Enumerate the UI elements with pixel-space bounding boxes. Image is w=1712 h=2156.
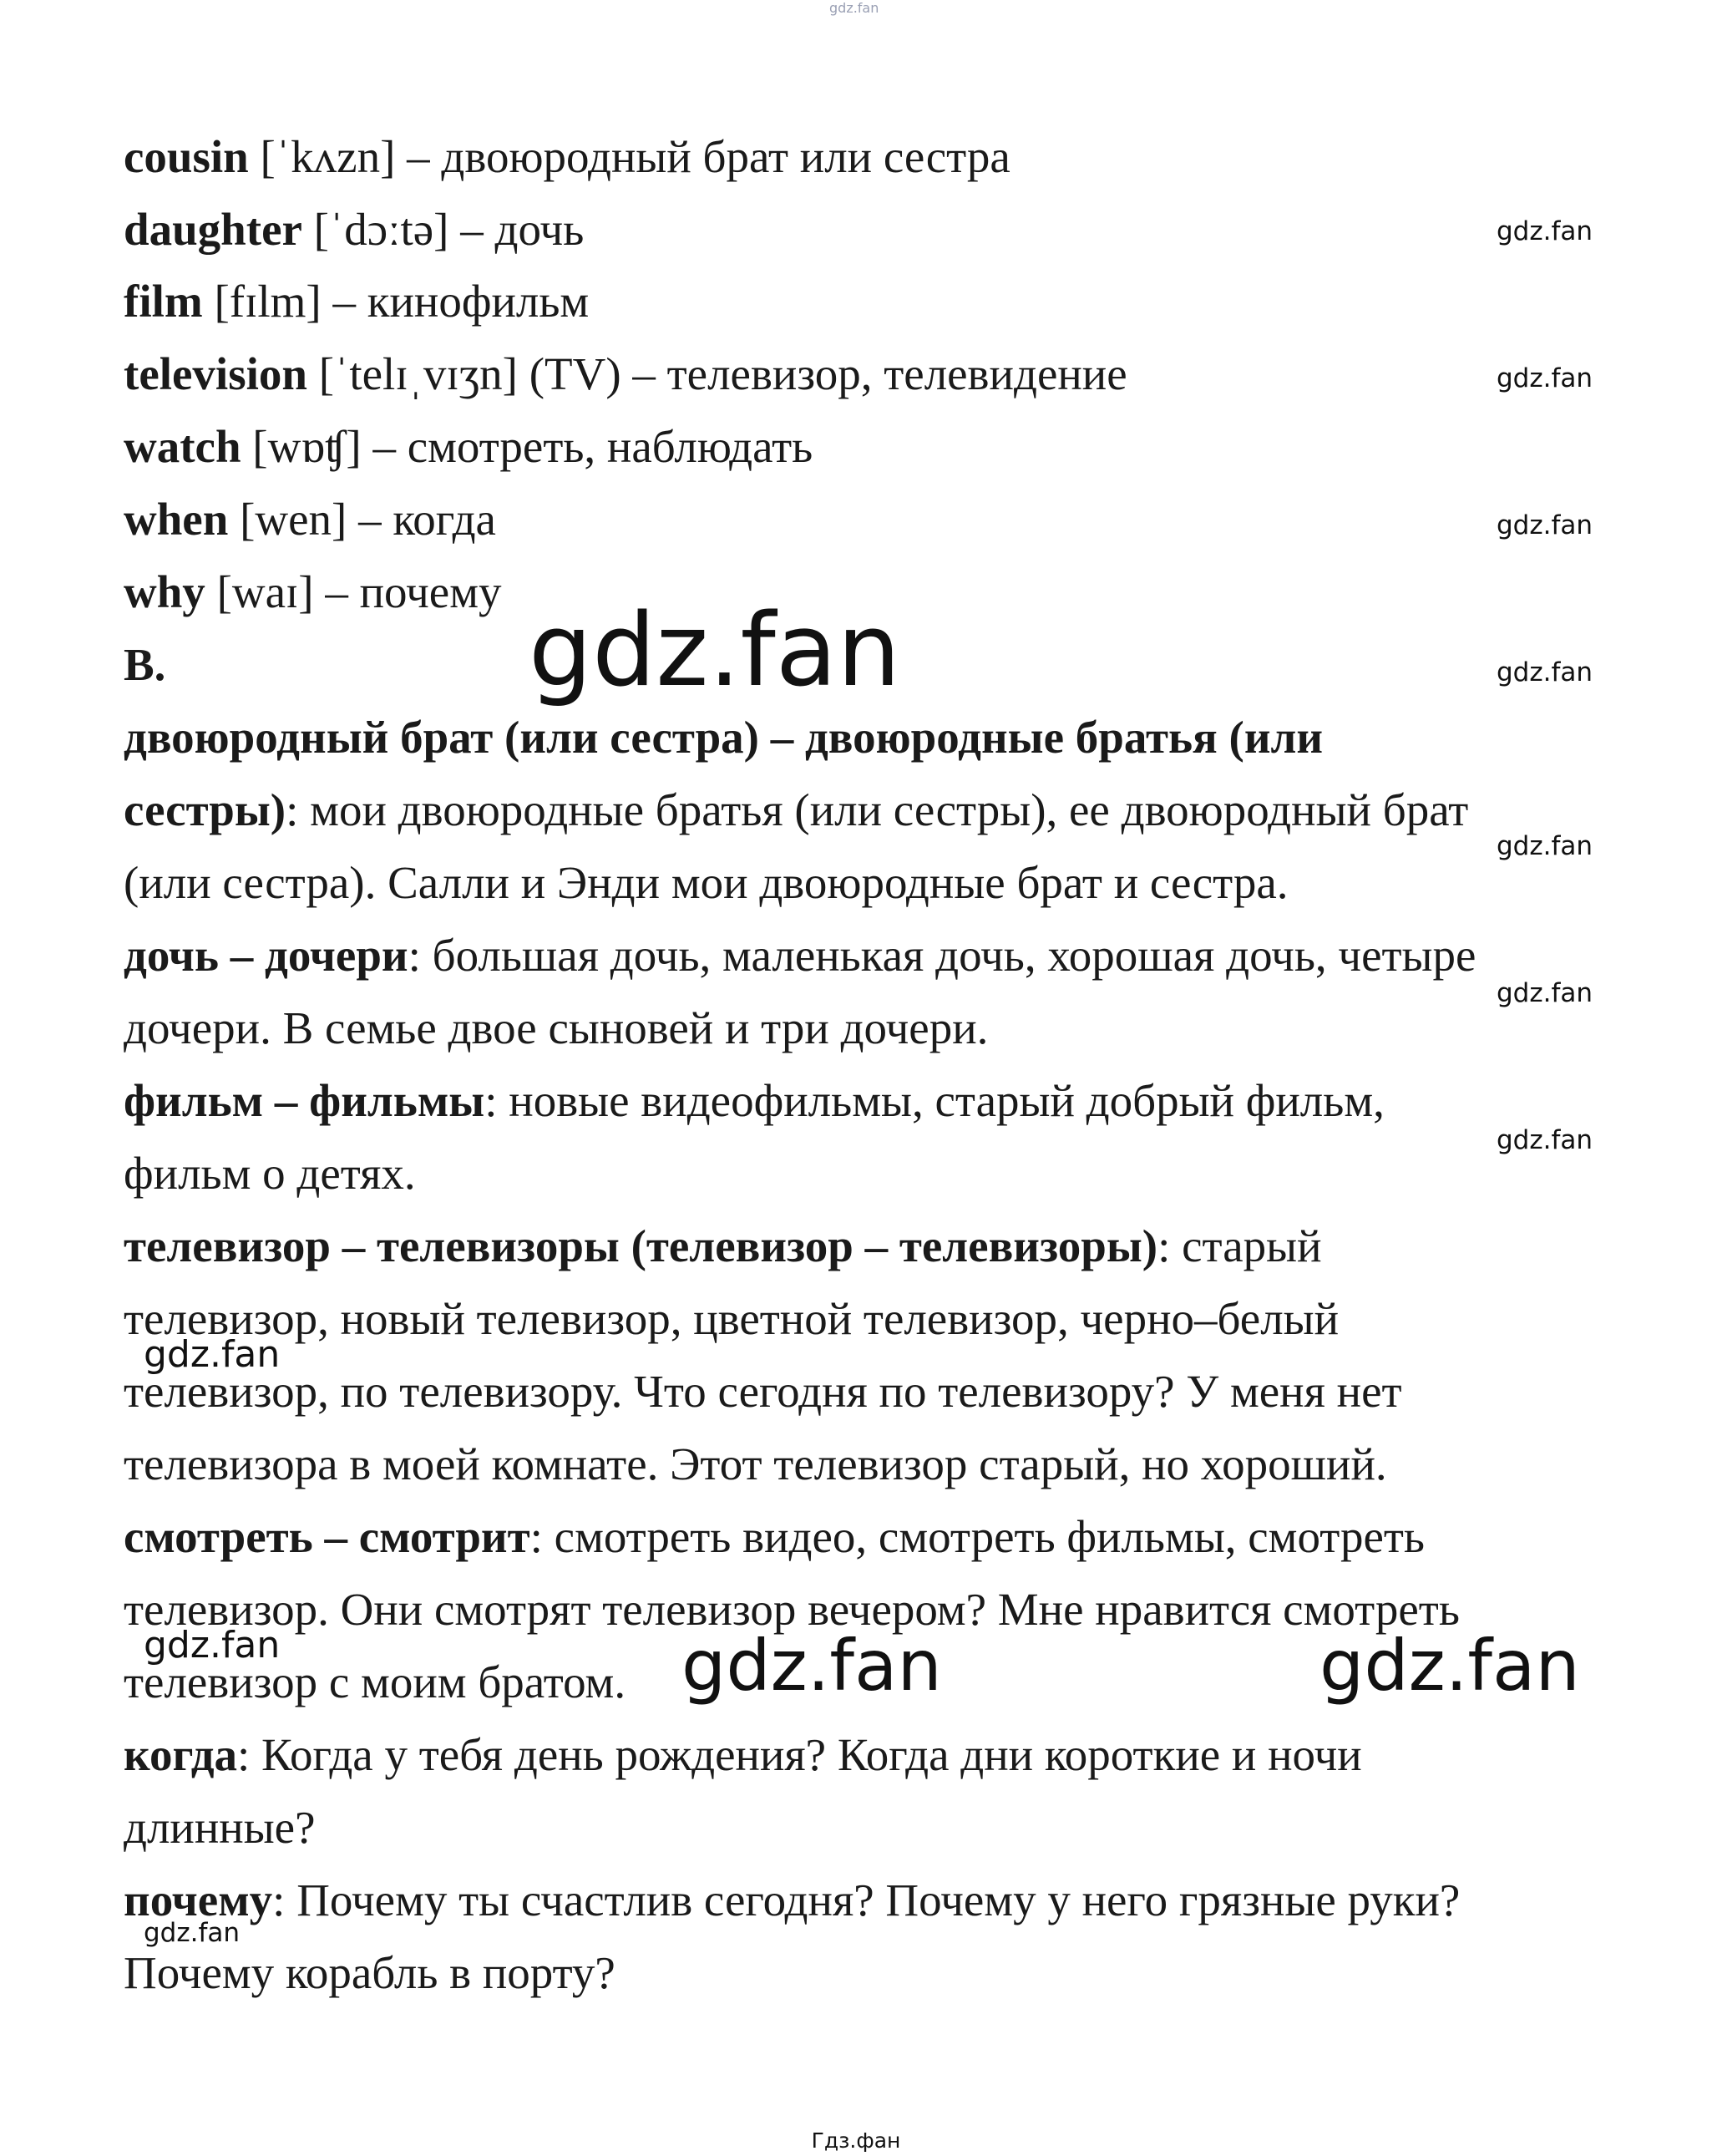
text-line: Почему корабль в порту? [124, 1947, 615, 1998]
text-line: смотреть – смотрит: смотреть видео, смотреть фильмы, смотреть [124, 1511, 1425, 1562]
watermark: gdz.fan [1497, 510, 1593, 540]
watermark-large: gdz.fan [681, 1625, 942, 1707]
text-line: дочери. В семье двое сыновей и три дочери. [124, 1002, 989, 1053]
text-line: почему: Почему ты счастлив сегодня? Почему у него грязные руки? [124, 1874, 1461, 1925]
section-b-label: B. [124, 639, 166, 690]
vocab-line-film: film [fɪlm] – кинофильм [124, 276, 590, 327]
watermark: gdz.fan [1497, 1125, 1593, 1155]
text-line: телевизор с моим братом. [124, 1656, 626, 1707]
text-line: когда: Когда у тебя день рождения? Когда дни короткие и ночи [124, 1729, 1362, 1780]
vocab-line-watch: watch [wɒʧ] – смотреть, наблюдать [124, 421, 813, 472]
text-line: (или сестра). Салли и Энди мои двоюродные брат и сестра. [124, 857, 1289, 908]
vocab-line-cousin: cousin [ˈkʌzn] – двоюродный брат или сестра [124, 131, 1010, 182]
text-line: телевизора в моей комнате. Этот телевизор старый, но хороший. [124, 1438, 1387, 1489]
footer-watermark: Гдз.фан [811, 2128, 901, 2153]
text-line: дочь – дочери: большая дочь, маленькая дочь, хорошая дочь, четыре [124, 930, 1476, 981]
text-line: телевизор, новый телевизор, цветной телевизор, черно–белый [124, 1293, 1340, 1344]
vocab-line-when: when [wen] – когда [124, 494, 496, 545]
watermark: gdz.fan [1497, 657, 1593, 687]
text-line: телевизор – телевизоры (телевизор – телевизоры): старый [124, 1220, 1322, 1271]
watermark-large: gdz.fan [1319, 1625, 1580, 1707]
watermark-large: gdz.fan [529, 593, 901, 709]
top-watermark: gdz.fan [829, 0, 879, 16]
watermark: gdz.fan [144, 1624, 281, 1666]
text-line: длинные? [124, 1802, 316, 1853]
watermark: gdz.fan [1497, 831, 1593, 861]
watermark: gdz.fan [144, 1918, 241, 1948]
text-line: фильм о детях. [124, 1148, 416, 1199]
watermark: gdz.fan [1497, 363, 1593, 393]
text-line: телевизор. Они смотрят телевизор вечером? Мне нравится смотреть [124, 1584, 1460, 1635]
watermark: gdz.fan [144, 1333, 281, 1376]
watermark: gdz.fan [1497, 978, 1593, 1008]
vocab-line-daughter: daughter [ˈdɔːtə] – дочь [124, 204, 585, 255]
text-line: фильм – фильмы: новые видеофильмы, старый добрый фильм, [124, 1075, 1385, 1126]
text-line: сестры): мои двоюродные братья (или сестры), ее двоюродный брат [124, 784, 1469, 835]
text-line: двоюродный брат (или сестра) – двоюродные братья (или [124, 712, 1324, 763]
text-line: телевизор, по телевизору. Что сегодня по телевизору? У меня нет [124, 1366, 1402, 1417]
vocab-line-television: television [ˈtelɪˌvɪʒn] (TV) – телевизор, телевидение [124, 348, 1127, 399]
watermark: gdz.fan [1497, 216, 1593, 246]
vocab-line-why: why [waɪ] – почему [124, 566, 502, 617]
